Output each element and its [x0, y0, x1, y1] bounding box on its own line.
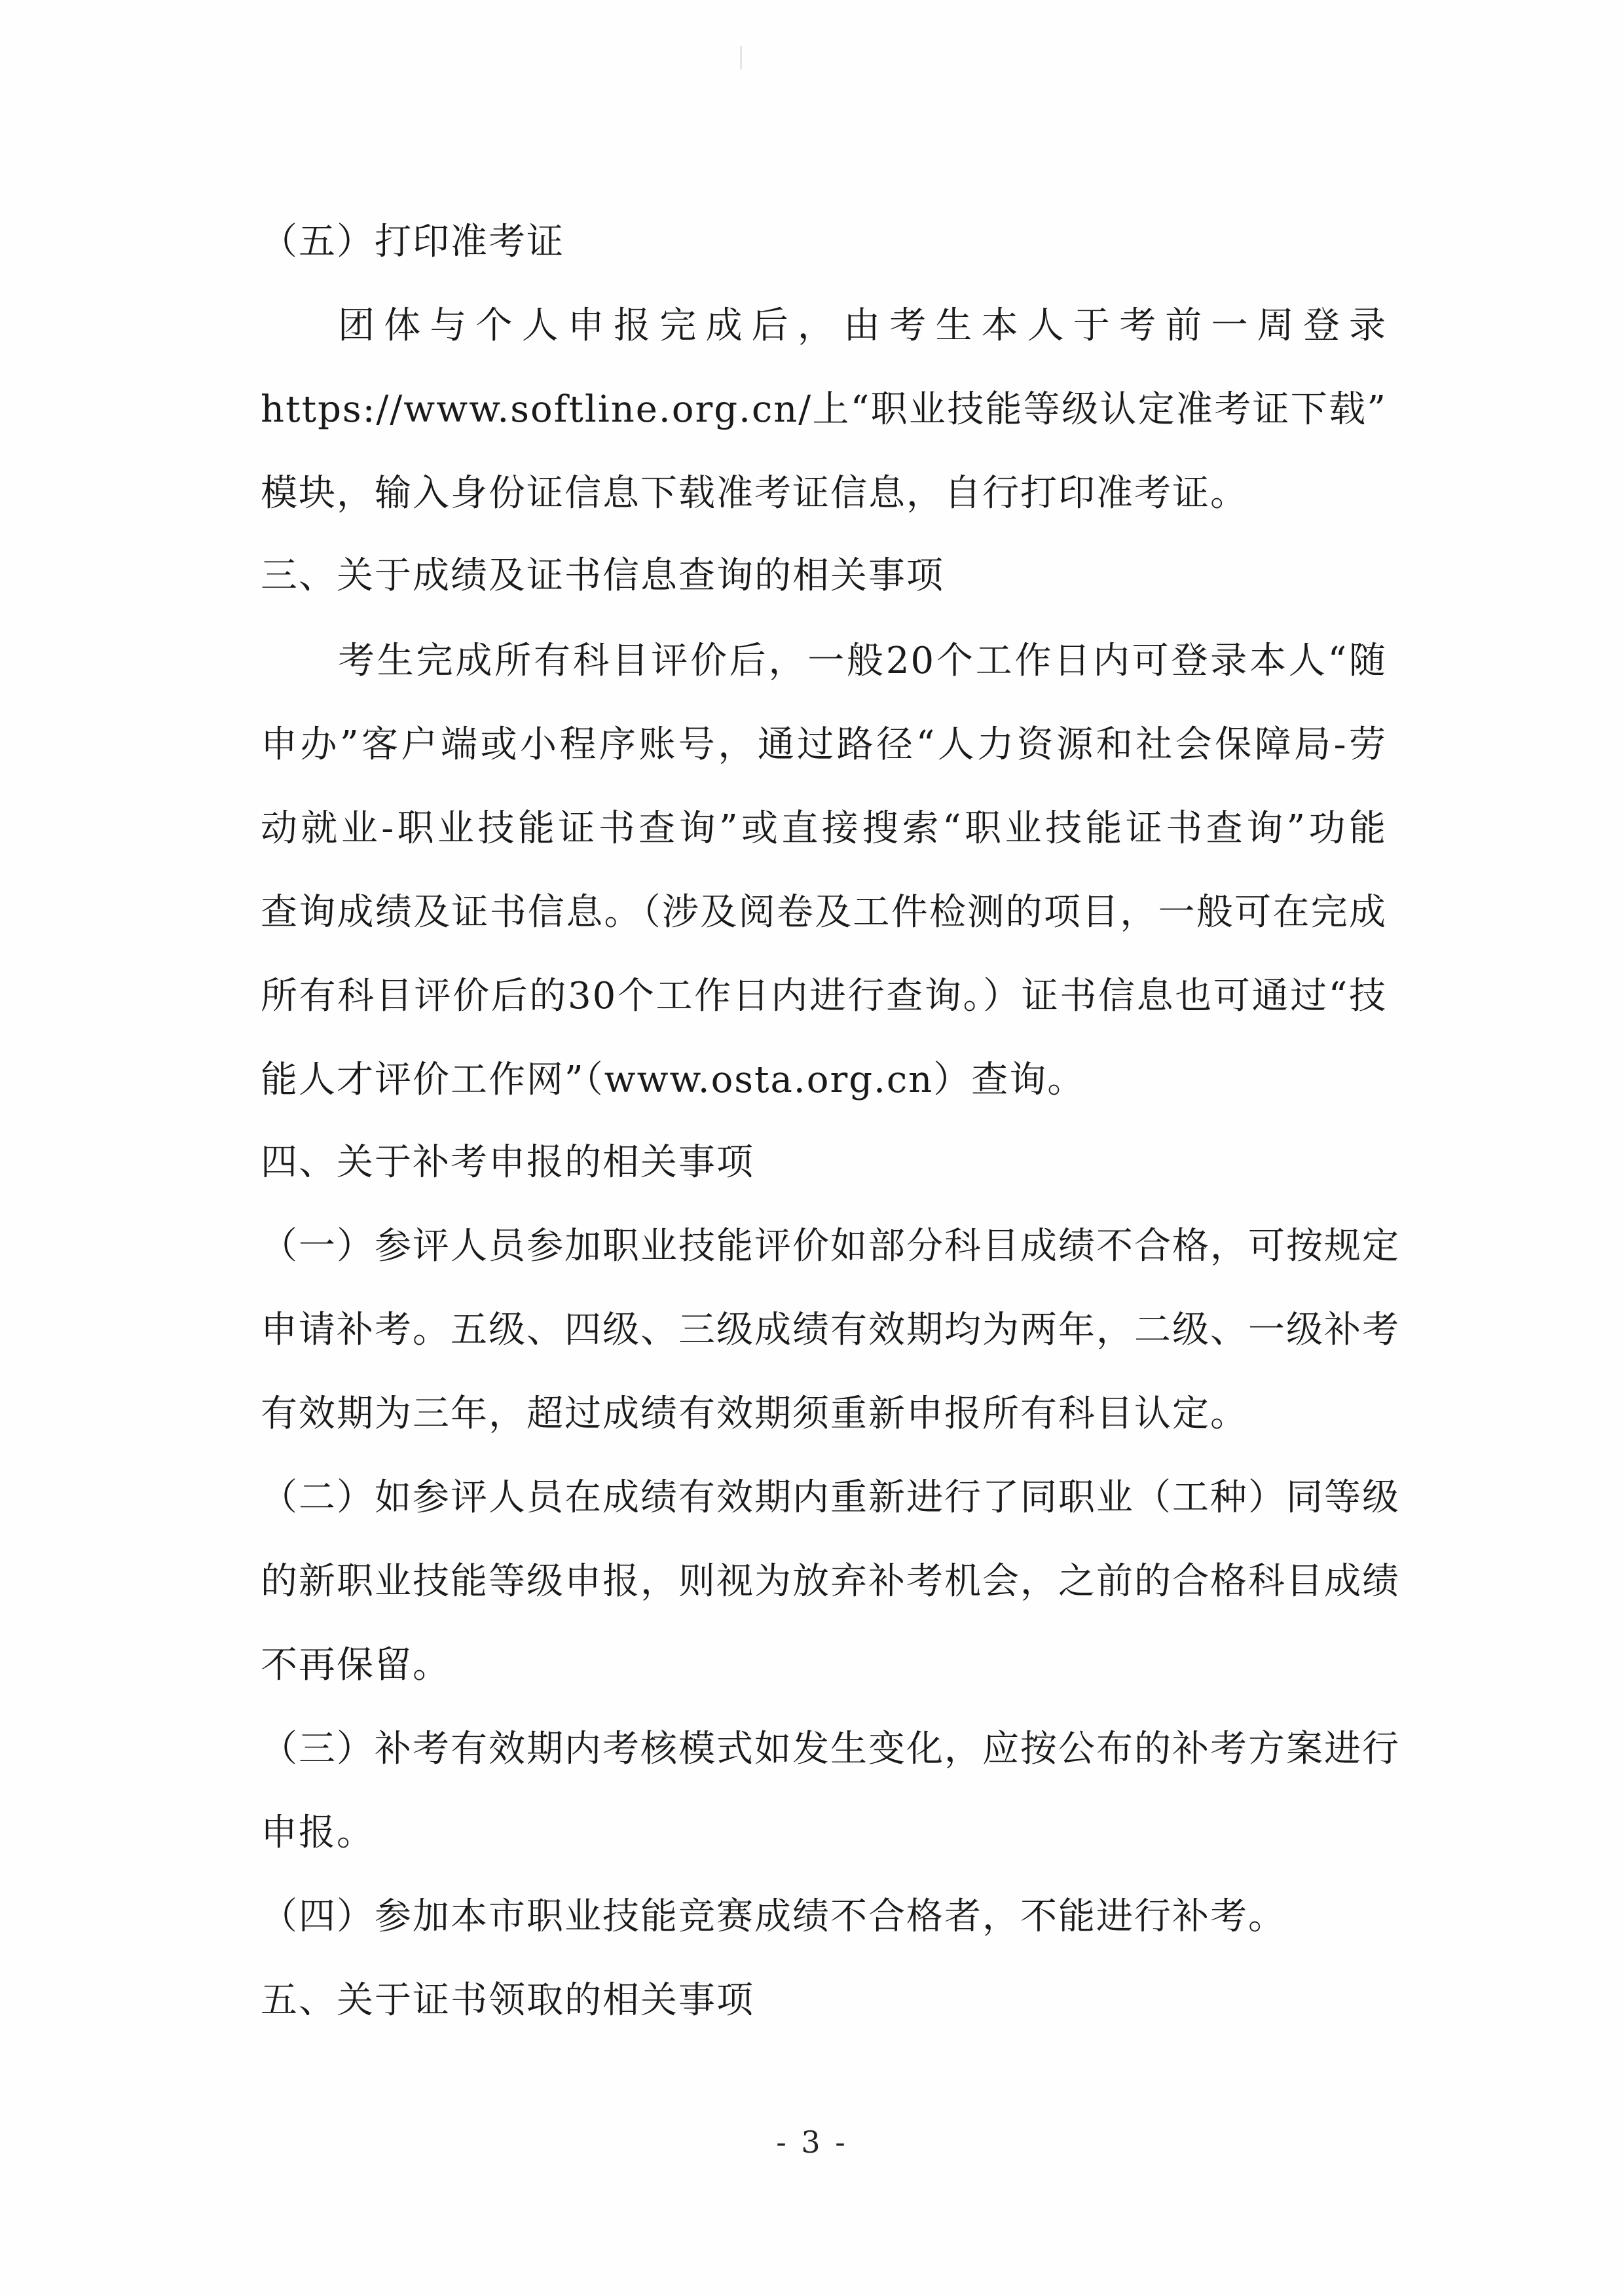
paragraph-line: 动就业-职业技能证书查询”或直接搜索“职业技能证书查询”功能 [261, 807, 1387, 850]
paragraph-line: 的新职业技能等级申报，则视为放弃补考机会，之前的合格科目成绩 [261, 1560, 1400, 1603]
paragraph-line: 申请补考。五级、四级、三级成绩有效期均为两年，二级、一级补考 [261, 1309, 1400, 1351]
paragraph-line: （二）如参评人员在成绩有效期内重新进行了同职业（工种）同等级 [261, 1476, 1400, 1519]
paragraph-line: 能人才评价工作网”（www.osta.org.cn）查询。 [261, 1059, 1086, 1101]
paragraph-line: https://www.softline.org.cn/上“职业技能等级认定准考证下载” [261, 388, 1387, 431]
scan-mark [740, 46, 742, 69]
paragraph-line: 考生完成所有科目评价后，一般20个工作日内可登录本人“随 [338, 640, 1387, 682]
paragraph-line: （三）补考有效期内考核模式如发生变化，应按公布的补考方案进行 [261, 1728, 1400, 1770]
paragraph-line: 不再保留。 [261, 1644, 451, 1686]
section-heading-print-admission: （五）打印准考证 [261, 221, 564, 263]
paragraph-line: 申办”客户端或小程序账号，通过路径“人力资源和社会保障局-劳 [261, 723, 1387, 766]
section-heading-score-query: 三、关于成绩及证书信息查询的相关事项 [261, 555, 944, 597]
paragraph-line: （一）参评人员参加职业技能评价如部分科目成绩不合格，可按规定 [261, 1225, 1400, 1267]
page-number: - 3 - [776, 2124, 848, 2160]
paragraph-line: 所有科目评价后的30个工作日内进行查询。）证书信息也可通过“技 [261, 975, 1387, 1017]
paragraph-line: 申报。 [261, 1812, 375, 1854]
section-heading-makeup-exam: 四、关于补考申报的相关事项 [261, 1141, 754, 1184]
section-heading-certificate-collection: 五、关于证书领取的相关事项 [261, 1979, 754, 2022]
paragraph-line: 团体与个人申报完成后，由考生本人于考前一周登录 [338, 304, 1387, 347]
paragraph-line: 模块，输入身份证信息下载准考证信息，自行打印准考证。 [261, 472, 1248, 515]
paragraph-line: （四）参加本市职业技能竞赛成绩不合格者，不能进行补考。 [261, 1895, 1286, 1938]
paragraph-line: 查询成绩及证书信息。（涉及阅卷及工件检测的项目，一般可在完成 [261, 891, 1387, 934]
paragraph-line: 有效期为三年，超过成绩有效期须重新申报所有科目认定。 [261, 1393, 1248, 1435]
